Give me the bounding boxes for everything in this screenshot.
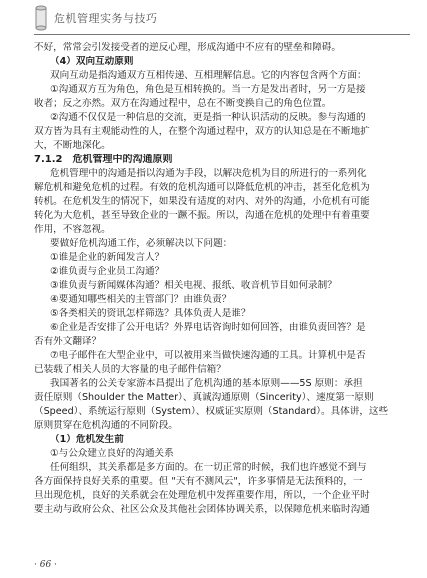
page-number: · 66 · (34, 560, 57, 570)
list-item: ①谁是企业的新闻发言人？ (50, 252, 165, 263)
page-header (0, 0, 427, 38)
body-line: 转化为大危机，甚至导致企业的一蹶不振。所以，沟通在危机的处理中有着重要 (34, 210, 370, 221)
list-item: ⑤各类相关的资讯怎样筛选？具体负责人是谁？ (50, 308, 251, 319)
body-line: 双方皆为具有主观能动性的人，在整个沟通过程中，双方的认知总是在不断地扩 (34, 126, 370, 137)
body-line: 作用，不容忽视。 (34, 224, 111, 235)
subsection-heading: （4）双向互动原则 (50, 56, 134, 67)
body-line: 各方面保持良好关系的重要。但 "天有不测风云"，许多事情是无法预料的，一 (34, 476, 363, 487)
body-line: ②沟通不仅仅是一种信息的交流，更是指一种认识活动的反映。参与沟通的 (50, 112, 366, 123)
body-line: 双向互动是指沟通双方互相传递、互相理解信息。它的内容包含两个方面： (50, 70, 367, 81)
body-line: 要主动与政府公众、社区公众及其他社会团体协调关系，以保障危机来临时沟通 (34, 504, 370, 515)
body-line: 我国著名的公关专家游本昌提出了危机沟通的基本原则——5S 原则：承担 (50, 378, 363, 389)
body-line: 已装载了相关人员的大容量的电子邮件信箱？ (34, 364, 226, 375)
list-item: ①与公众建立良好的沟通关系 (50, 448, 174, 459)
list-item: ⑦电子邮件在大型企业中，可以被用来当做快速沟通的工具。计算机中是否 (50, 350, 366, 361)
body-line: 否有外文翻译？ (34, 336, 102, 347)
running-header-title: 危机管理实务与技巧 (54, 12, 158, 25)
list-item: ④要通知哪些相关的主管部门？由谁负责？ (50, 294, 232, 305)
body-line: 旦出现危机，良好的关系就会在处理危机中发挥重要作用，所以，一个企业平时 (34, 490, 370, 501)
body-line: 危机管理中的沟通是指以沟通为手段，以解决危机为目的所进行的一系列化 (50, 168, 367, 179)
body-line: 要做好危机沟通工作，必须解决以下问题： (50, 238, 233, 249)
body-line: 责任原则（Shoulder the Matter）、真诚沟通原则（Sincerity）、速度第一原则 (34, 392, 374, 403)
section-heading: 7.1.2 危机管理中的沟通原则 (34, 154, 173, 165)
list-item: ③谁负责与新闻媒体沟通？相关电视、报纸、收音机节目如何录制？ (50, 280, 337, 291)
body-line: 大，不断地深化。 (34, 140, 111, 151)
subsection-heading: （1）危机发生前 (50, 434, 124, 445)
body-line: 原则贯穿在危机沟通的不同阶段。 (34, 420, 178, 431)
body-line: 收者；反之亦然。双方在沟通过程中，总在不断变换自己的角色位置。 (34, 98, 332, 109)
list-item: ⑥企业是否安排了公开电话？外界电话咨询时如何回答，由谁负责回答？是 (50, 322, 366, 333)
body-line: ①沟通双方互为角色，角色是互相转换的。当一方是发出者时，另一方是接 (50, 84, 366, 95)
body-line: 不好，常常会引发接受者的逆反心理，形成沟通中不应有的壁垒和障碍。 (34, 42, 341, 53)
body-line: 解危机和避免危机的过程。有效的危机沟通可以降低危机的冲击，甚至化危机为 (34, 182, 370, 193)
scroll-icon (34, 4, 48, 32)
list-item: ②谁负责与企业员工沟通？ (50, 266, 165, 277)
body-line: 任何组织，其关系都是多方面的。在一切正常的时候，我们也许感觉不到与 (50, 462, 367, 473)
header-divider (34, 34, 410, 35)
body-line: 转机。在危机发生的情况下，如果没有适度的对内、对外的沟通，小危机有可能 (34, 196, 370, 207)
body-line: （Speed）、系统运行原则（System）、权威证实原则（Standard）。具体讲，这些 (34, 406, 389, 417)
